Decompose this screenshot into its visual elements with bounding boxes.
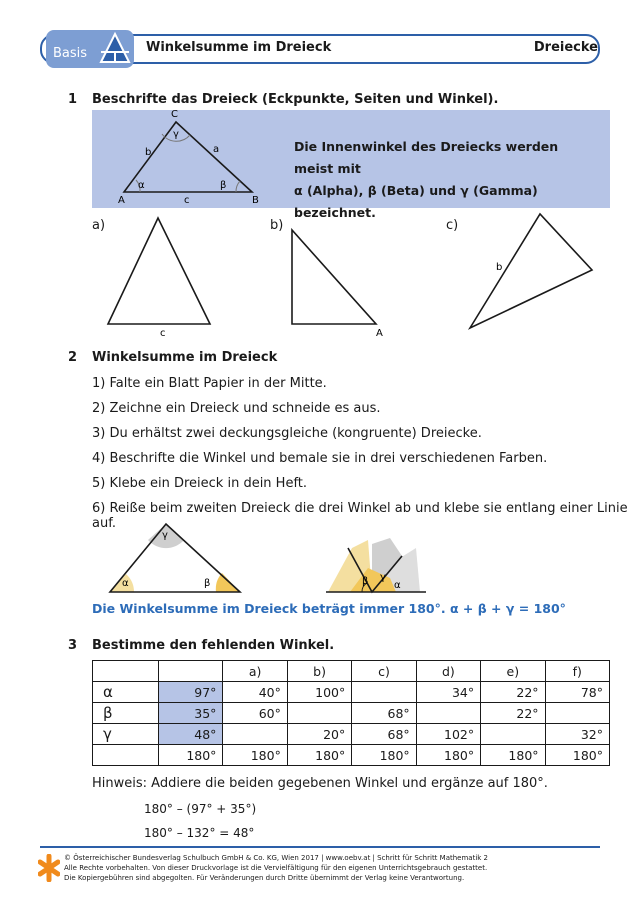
table-header-cell: d): [416, 661, 480, 682]
triangle-logo-icon: [98, 30, 132, 66]
table-cell: 180°: [352, 745, 416, 766]
table-cell: 20°: [287, 724, 351, 745]
task-b-label: b): [270, 218, 284, 233]
table-row: [93, 745, 610, 766]
side-b-label: b: [145, 147, 152, 158]
step-5: 5) Klebe ein Dreieck in dein Heft.: [92, 476, 308, 491]
table-header-cell: f): [545, 661, 609, 682]
vertex-c-label: C: [171, 109, 178, 120]
fig2-gamma-label: γ: [380, 572, 386, 583]
table-cell: [545, 703, 609, 724]
table-header-cell: b): [287, 661, 351, 682]
table-cell: 34°: [416, 682, 480, 703]
section-1-title: Beschrifte das Dreieck (Eckpunkte, Seiten und Winkel).: [92, 92, 499, 107]
table-row: [93, 682, 610, 703]
vertex-a-label: A: [118, 195, 125, 206]
task-c-hint: b: [496, 262, 503, 273]
footer-copyright: © Österreichischer Bundesverlag Schulbuch GmbH & Co. KG, Wien 2017 | www.oebv.at | Schritt für Schritt Mathematik 2 Alle Rechte vorbehalten. Von dieser Druckvorlage ist die Vervielfältigung für den eigenen Unterrichtsgebrauch gestattet. Die Kopiergebühren sind abgegolten. Für Veränderungen durch Dritte übernimmt der Verlag keine Verantwortung.: [64, 854, 489, 882]
task-b-hint: A: [376, 328, 383, 339]
table-header-cell: e): [481, 661, 545, 682]
table-cell: [352, 682, 416, 703]
angle-table: [92, 660, 610, 766]
table-cell: 180°: [545, 745, 609, 766]
table-header-cell: [93, 661, 159, 682]
angle-beta-label: β: [220, 180, 227, 191]
table-cell: [416, 703, 480, 724]
table-cell: 78°: [545, 682, 609, 703]
table-header-cell: a): [223, 661, 287, 682]
row-label-sum: [93, 745, 159, 766]
table-cell: 180°: [287, 745, 351, 766]
calc-line-2: 180° – 132° = 48°: [144, 826, 255, 840]
fig1-gamma-label: γ: [162, 530, 168, 541]
step-3: 3) Du erhältst zwei deckungsgleiche (kongruente) Dreiecke.: [92, 426, 482, 441]
step-4: 4) Beschrifte die Winkel und bemale sie in drei verschiedenen Farben.: [92, 451, 548, 466]
section-3-number: 3: [68, 638, 78, 653]
fig1-beta-label: β: [204, 578, 211, 589]
hint-text: Hinweis: Addiere die beiden gegebenen Winkel und ergänze auf 180°.: [92, 776, 548, 791]
step-2: 2) Zeichne ein Dreieck und schneide es aus.: [92, 401, 381, 416]
worksheet-topic: Dreiecke: [533, 40, 598, 55]
table-cell: 68°: [352, 724, 416, 745]
table-cell: [481, 724, 545, 745]
fig1-alpha-label: α: [122, 578, 129, 589]
row-label-gamma: γ: [93, 724, 159, 745]
table-cell: [287, 703, 351, 724]
side-a-label: a: [213, 144, 220, 155]
task-a-label: a): [92, 218, 106, 233]
table-cell: 180°: [159, 745, 223, 766]
table-cell: 60°: [223, 703, 287, 724]
calc-line-1: 180° – (97° + 35°): [144, 802, 257, 816]
table-cell: 97°: [159, 682, 223, 703]
angle-sum-result: Die Winkelsumme im Dreieck beträgt immer 180°. α + β + γ = 180°: [92, 601, 566, 616]
triangle-task-a: [108, 218, 210, 324]
triangle-task-c: [470, 214, 592, 328]
task-c-label: c): [446, 218, 459, 233]
worksheet-title: Winkelsumme im Dreieck: [146, 40, 332, 55]
table-cell: 40°: [223, 682, 287, 703]
side-c-label: c: [184, 195, 190, 206]
table-cell: 22°: [481, 703, 545, 724]
table-cell: 180°: [223, 745, 287, 766]
task-a-hint: c: [160, 328, 166, 339]
vertex-b-label: B: [252, 195, 259, 206]
table-cell: 35°: [159, 703, 223, 724]
angle-sum-figure: [100, 518, 440, 598]
section-1-number: 1: [68, 92, 78, 107]
step-6: 6) Reiße beim zweiten Dreieck die drei Winkel ab und klebe sie entlang einer Linie auf.: [92, 501, 628, 531]
step-1: 1) Falte ein Blatt Papier in der Mitte.: [92, 376, 327, 391]
table-header-row: [93, 661, 610, 682]
level-badge-label: Basis: [53, 46, 88, 61]
table-cell: 102°: [416, 724, 480, 745]
example-triangle: [92, 106, 292, 210]
fig2-beta-label: β: [362, 576, 369, 587]
footer-divider: [40, 846, 600, 848]
info-text: Die Innenwinkel des Dreiecks werden meist mit α (Alpha), β (Beta) und γ (Gamma) bezeichnet.: [294, 139, 559, 220]
section-2-title: Winkelsumme im Dreieck: [92, 350, 278, 365]
table-cell: [223, 724, 287, 745]
publisher-logo-icon: [38, 854, 60, 882]
section-2-number: 2: [68, 350, 78, 365]
row-label-alpha: α: [93, 682, 159, 703]
table-cell: 180°: [481, 745, 545, 766]
table-header-cell: [159, 661, 223, 682]
table-cell: 68°: [352, 703, 416, 724]
fig2-alpha-label: α: [394, 580, 401, 591]
table-cell: 100°: [287, 682, 351, 703]
angle-alpha-label: α: [138, 180, 145, 191]
task-triangles: [100, 210, 620, 340]
table-cell: 22°: [481, 682, 545, 703]
row-label-beta: β: [93, 703, 159, 724]
angle-gamma-label: γ: [173, 129, 179, 140]
table-row: [93, 724, 610, 745]
table-cell: 180°: [416, 745, 480, 766]
triangle-task-b: [292, 230, 376, 324]
table-header-cell: c): [352, 661, 416, 682]
table-cell: 48°: [159, 724, 223, 745]
table-cell: 32°: [545, 724, 609, 745]
table-row: [93, 703, 610, 724]
section-3-title: Bestimme den fehlenden Winkel.: [92, 638, 335, 653]
